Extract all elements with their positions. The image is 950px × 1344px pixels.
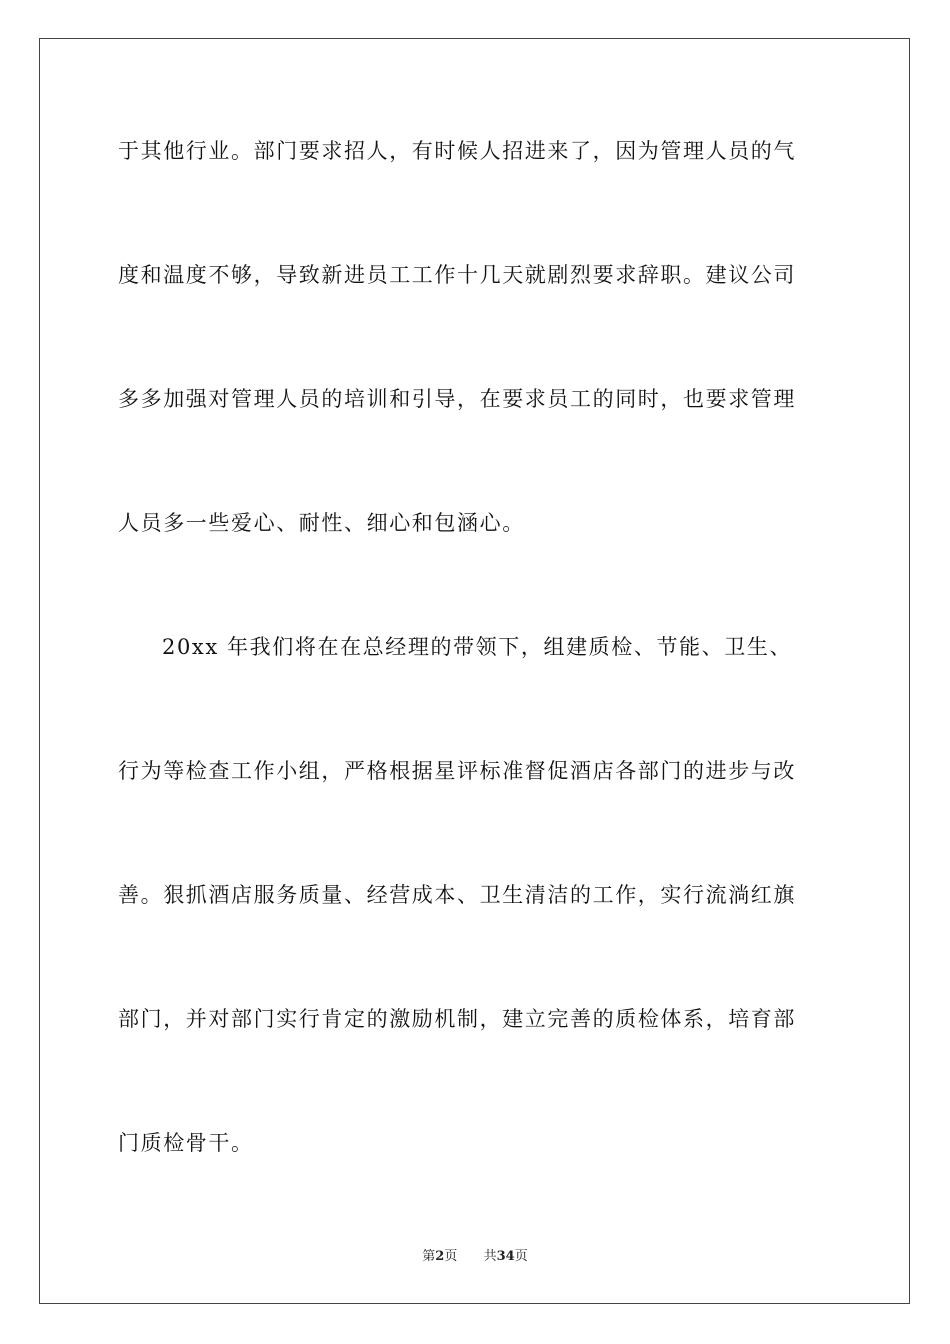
body-text-line: 于其他行业。部门要求招人，有时候人招进来了，因为管理人员的气 (118, 139, 796, 163)
total-suffix: 页 (514, 1249, 528, 1264)
body-text-line: 部门，并对部门实行肯定的激励机制，建立完善的质检体系，培育部 (118, 1007, 796, 1031)
current-page-number: 2 (435, 1249, 445, 1264)
page-frame (39, 38, 910, 1304)
body-text-line: 行为等检查工作小组，严格根据星评标准督促酒店各部门的进步与改 (118, 759, 796, 783)
total-prefix: 共 (483, 1249, 497, 1264)
body-text-line: 善。狠抓酒店服务质量、经营成本、卫生清洁的工作，实行流淌红旗 (118, 883, 796, 907)
page-footer (0, 1248, 950, 1266)
body-text-line: 多多加强对管理人员的培训和引导，在要求员工的同时，也要求管理 (118, 387, 796, 411)
paragraph-start-line: 20xx 年我们将在在总经理的带领下，组建质检、节能、卫生、 (162, 635, 793, 659)
page-prefix: 第 (422, 1249, 436, 1264)
body-text-line: 度和温度不够，导致新进员工工作十几天就剧烈要求辞职。建议公司 (118, 263, 796, 287)
page-number-indicator (422, 1248, 457, 1266)
total-pages-indicator (484, 1248, 528, 1266)
page-suffix: 页 (444, 1249, 458, 1264)
body-text-line: 门质检骨干。 (118, 1131, 254, 1155)
body-text-line: 人员多一些爱心、耐性、细心和包涵心。 (118, 511, 525, 535)
total-page-count: 34 (496, 1249, 515, 1264)
